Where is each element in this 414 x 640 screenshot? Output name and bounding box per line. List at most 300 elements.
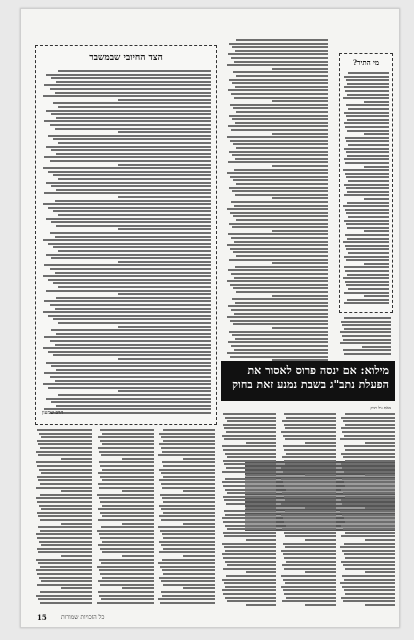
text-line: [37, 537, 92, 539]
text-line: [223, 568, 277, 570]
text-line: [228, 161, 328, 163]
text-line: [51, 257, 211, 259]
text-line: [161, 544, 215, 546]
text-line: [365, 571, 395, 573]
text-line: [345, 460, 395, 462]
text-line: [227, 528, 277, 530]
text-line: [98, 483, 154, 485]
text-line: [229, 259, 328, 261]
text-line: [98, 544, 154, 546]
text-line: [348, 252, 389, 254]
text-line: [122, 523, 154, 525]
text-line: [347, 238, 389, 240]
text-line: [344, 148, 389, 150]
text-line: [231, 309, 328, 311]
text-line: [344, 317, 391, 319]
text-line: [61, 587, 93, 589]
text-line: [43, 95, 211, 97]
text-line: [235, 194, 328, 196]
text-line: [51, 401, 211, 403]
text-line: [48, 279, 211, 281]
text-line: [343, 277, 389, 279]
text-line: [56, 189, 211, 191]
text-line: [344, 481, 395, 483]
text-line: [286, 597, 336, 599]
text-line: [348, 72, 389, 74]
text-line: [101, 454, 154, 456]
text-line: [234, 313, 328, 315]
text-line: [344, 112, 389, 114]
text-line: [236, 219, 328, 221]
text-line: [345, 485, 395, 487]
text-line: [285, 427, 335, 429]
text-line: [344, 517, 395, 519]
text-line: [281, 503, 335, 505]
text-line: [305, 539, 335, 541]
text-line: [97, 566, 154, 568]
text-line: [38, 598, 92, 600]
text-line: [163, 548, 215, 550]
text-line: [58, 178, 211, 180]
text-line: [230, 356, 328, 358]
text-line: [101, 562, 154, 564]
text-line: [342, 467, 395, 469]
text-line: [227, 492, 277, 494]
text-line: [235, 338, 328, 340]
text-line: [344, 122, 389, 124]
text-line: [233, 107, 328, 109]
text-line: [99, 569, 154, 571]
text-line: [223, 496, 277, 498]
text-line: [224, 582, 277, 584]
text-line: [118, 131, 212, 133]
text-line: [272, 68, 328, 70]
text-line: [162, 497, 215, 499]
text-line: [50, 232, 212, 234]
text-line: [50, 412, 212, 414]
text-line: [163, 476, 215, 478]
text-line: [58, 214, 211, 216]
text-line: [162, 451, 215, 453]
text-line: [228, 341, 328, 343]
text-line: [222, 481, 277, 483]
text-line: [348, 288, 389, 290]
text-line: [46, 254, 211, 256]
text-line: [286, 561, 336, 563]
text-line: [55, 308, 211, 310]
text-line: [39, 505, 92, 507]
text-line: [225, 525, 276, 527]
text-line: [43, 383, 211, 385]
text-line: [285, 582, 336, 584]
text-line: [344, 256, 389, 258]
footer-label: כל הזכויות שמורות: [61, 614, 105, 621]
text-line: [365, 474, 395, 476]
text-line: [228, 305, 328, 307]
text-line: [55, 200, 211, 202]
text-line: [224, 546, 277, 548]
text-line: [44, 336, 211, 338]
text-line: [364, 133, 389, 135]
text-line: [46, 146, 211, 148]
text-line: [284, 413, 335, 415]
text-line: [343, 456, 395, 458]
text-line: [231, 237, 328, 239]
text-line: [234, 205, 328, 207]
text-line: [233, 251, 328, 253]
text-line: [232, 118, 328, 120]
text-line: [285, 463, 335, 465]
text-line: [272, 327, 328, 329]
text-line: [48, 207, 211, 209]
text-line: [58, 142, 211, 144]
text-line: [233, 215, 328, 217]
text-line: [160, 566, 215, 568]
text-line: [44, 300, 211, 302]
text-line: [40, 530, 93, 532]
text-line: [50, 304, 212, 306]
text-line: [246, 474, 276, 476]
text-line: [229, 43, 328, 45]
text-line: [37, 440, 93, 442]
text-line: [41, 436, 93, 438]
text-line: [37, 584, 93, 586]
text-line: [50, 376, 212, 378]
text-line: [226, 503, 276, 505]
text-line: [340, 546, 395, 548]
text-line: [158, 562, 215, 564]
text-line: [342, 478, 395, 480]
text-line: [224, 535, 276, 537]
text-line: [53, 246, 211, 248]
text-line: [159, 469, 215, 471]
text-line: [284, 424, 336, 426]
text-line: [46, 182, 211, 184]
text-line: [44, 120, 211, 122]
text-line: [163, 537, 215, 539]
text-line: [283, 579, 336, 581]
text-line: [305, 442, 335, 444]
text-line: [343, 241, 389, 243]
text-line: [55, 128, 211, 130]
text-line: [183, 587, 215, 589]
text-line: [231, 345, 328, 347]
text-line: [227, 456, 277, 458]
text-line: [222, 471, 276, 473]
text-line: [51, 185, 211, 187]
text-line: [225, 489, 276, 491]
text-line: [305, 474, 335, 476]
text-line: [53, 210, 211, 212]
text-line: [50, 88, 212, 90]
text-line: [100, 548, 154, 550]
text-line: [58, 286, 211, 288]
text-line: [44, 84, 211, 86]
text-line: [227, 136, 328, 138]
text-line: [346, 151, 389, 153]
text-line: [281, 586, 336, 588]
text-line: [230, 284, 328, 286]
text-line: [43, 347, 211, 349]
text-line: [61, 523, 93, 525]
text-line: [344, 543, 395, 545]
text-line: [345, 126, 389, 128]
text-line: [282, 456, 336, 458]
text-line: [58, 394, 211, 396]
text-line: [232, 298, 328, 300]
text-line: [283, 589, 336, 591]
text-line: [159, 443, 215, 445]
text-line: [305, 604, 335, 606]
text-line: [340, 510, 395, 512]
text-line: [344, 471, 395, 473]
text-line: [223, 449, 276, 451]
text-line: [55, 236, 211, 238]
text-line: [346, 212, 389, 214]
text-line: [234, 241, 328, 243]
text-line: [51, 221, 211, 223]
text-line: [162, 533, 215, 535]
text-line: [102, 541, 154, 543]
text-line: [342, 324, 391, 326]
text-line: [46, 74, 211, 76]
text-line: [56, 297, 211, 299]
newspaper-page: [20, 8, 400, 628]
text-line: [36, 559, 92, 561]
text-line: [344, 266, 389, 268]
text-line: [161, 591, 215, 593]
text-line: [183, 523, 215, 525]
text-line: [227, 352, 328, 354]
text-line: [230, 320, 328, 322]
text-line: [346, 176, 389, 178]
text-line: [98, 508, 154, 510]
text-line: [236, 75, 328, 77]
text-line: [101, 598, 154, 600]
text-line: [222, 435, 276, 437]
text-line: [236, 147, 328, 149]
text-line: [343, 205, 389, 207]
text-line: [344, 589, 395, 591]
text-line: [55, 272, 211, 274]
text-line: [344, 86, 389, 88]
text-line: [98, 519, 154, 521]
text-line: [118, 196, 212, 198]
text-line: [53, 138, 211, 140]
text-line: [364, 198, 389, 200]
text-line: [50, 340, 212, 342]
text-line: [305, 507, 335, 509]
text-line: [118, 293, 212, 295]
text-line: [232, 334, 328, 336]
article-box-left: [35, 45, 217, 425]
text-line: [122, 555, 154, 557]
text-line: [225, 597, 276, 599]
text-line: [224, 499, 276, 501]
text-line: [285, 510, 336, 512]
text-line: [53, 174, 211, 176]
text-line: [41, 544, 93, 546]
text-line: [234, 97, 328, 99]
text-line: [102, 551, 154, 553]
text-line: [232, 154, 328, 156]
text-line: [227, 564, 277, 566]
text-line: [101, 526, 154, 528]
text-line: [282, 564, 336, 566]
text-line: [36, 595, 92, 597]
text-line: [39, 541, 92, 543]
text-line: [225, 417, 276, 419]
text-line: [284, 496, 336, 498]
text-line: [40, 602, 93, 604]
text-line: [340, 342, 391, 344]
text-line: [160, 494, 215, 496]
text-line: [364, 230, 389, 232]
text-line: [228, 89, 328, 91]
text-line: [228, 269, 328, 271]
text-line: [158, 526, 215, 528]
text-line: [281, 431, 335, 433]
text-line: [40, 494, 93, 496]
text-line: [225, 514, 276, 516]
text-line: [281, 514, 336, 516]
text-line: [235, 302, 328, 304]
text-line: [97, 602, 154, 604]
text-line: [39, 433, 92, 435]
text-line: [122, 490, 154, 492]
text-line: [99, 487, 153, 489]
text-line: [346, 284, 389, 286]
text-line: [235, 122, 328, 124]
text-line: [285, 546, 336, 548]
text-line: [365, 539, 395, 541]
text-line: [163, 440, 215, 442]
text-line: [365, 442, 395, 444]
text-line: [46, 290, 211, 292]
text-line: [43, 239, 211, 241]
text-line: [56, 333, 211, 335]
text-line: [344, 292, 389, 294]
text-line: [100, 440, 154, 442]
text-line: [223, 460, 277, 462]
text-line: [343, 169, 389, 171]
text-line: [286, 417, 336, 419]
text-line: [102, 433, 154, 435]
text-line: [38, 526, 92, 528]
text-line: [229, 331, 328, 333]
text-line: [41, 580, 93, 582]
text-line: [44, 192, 211, 194]
text-line: [161, 436, 215, 438]
text-line: [53, 354, 211, 356]
text-line: [347, 202, 389, 204]
text-line: [224, 463, 276, 465]
text-line: [51, 329, 211, 331]
text-line: [118, 261, 212, 263]
text-line: [365, 604, 395, 606]
text-line: [102, 515, 154, 517]
text-line: [272, 133, 328, 135]
text-line: [224, 438, 277, 440]
text-line: [99, 461, 154, 463]
text-line: [50, 268, 212, 270]
text-line: [235, 266, 328, 268]
text-line: [231, 129, 328, 131]
text-line: [38, 443, 92, 445]
text-line: [348, 216, 389, 218]
text-line: [341, 453, 395, 455]
text-line: [343, 97, 389, 99]
text-line: [226, 467, 276, 469]
text-line: [284, 521, 335, 523]
text-line: [99, 559, 153, 561]
text-line: [234, 277, 328, 279]
text-line: [163, 501, 215, 503]
text-line: [163, 465, 215, 467]
text-line: [246, 507, 276, 509]
text-line: [285, 499, 335, 501]
main-headline: מילוא: אם ינסה פרוס לאסור את הפעלת נתב"ג בשבת נמנע זאת בחוק: [221, 361, 395, 401]
text-line: [345, 270, 389, 272]
text-line: [344, 302, 389, 304]
text-line: [102, 443, 154, 445]
text-line: [345, 532, 395, 534]
main-article-body: [221, 413, 395, 609]
text-line: [100, 476, 154, 478]
text-line: [364, 101, 389, 103]
text-line: [225, 478, 276, 480]
text-line: [341, 489, 395, 491]
text-line: [347, 299, 389, 301]
text-line: [342, 575, 395, 577]
text-line: [227, 208, 328, 210]
text-line: [58, 106, 211, 108]
text-line: [159, 433, 215, 435]
text-line: [233, 71, 328, 73]
text-line: [43, 167, 211, 169]
text-line: [36, 533, 93, 535]
text-line: [36, 569, 93, 571]
text-line: [225, 453, 276, 455]
text-line: [231, 93, 328, 95]
text-line: [228, 53, 328, 55]
text-line: [46, 110, 211, 112]
text-line: [183, 555, 215, 557]
text-line: [37, 512, 93, 514]
text-line: [51, 77, 211, 79]
text-line: [233, 179, 328, 181]
text-line: [345, 521, 395, 523]
text-line: [364, 295, 389, 297]
text-line: [43, 203, 211, 205]
text-line: [284, 532, 336, 534]
text-line: [283, 481, 336, 483]
text-line: [102, 577, 154, 579]
text-line: [159, 479, 215, 481]
text-line: [246, 604, 276, 606]
text-line: [282, 420, 336, 422]
text-line: [38, 515, 92, 517]
text-line: [162, 559, 215, 561]
text-line: [362, 346, 391, 348]
text-line: [227, 64, 328, 66]
text-line: [345, 413, 395, 415]
text-line: [97, 530, 154, 532]
text-line: [346, 79, 389, 81]
text-line: [236, 111, 328, 113]
text-line: [231, 57, 328, 59]
text-line: [284, 593, 335, 595]
